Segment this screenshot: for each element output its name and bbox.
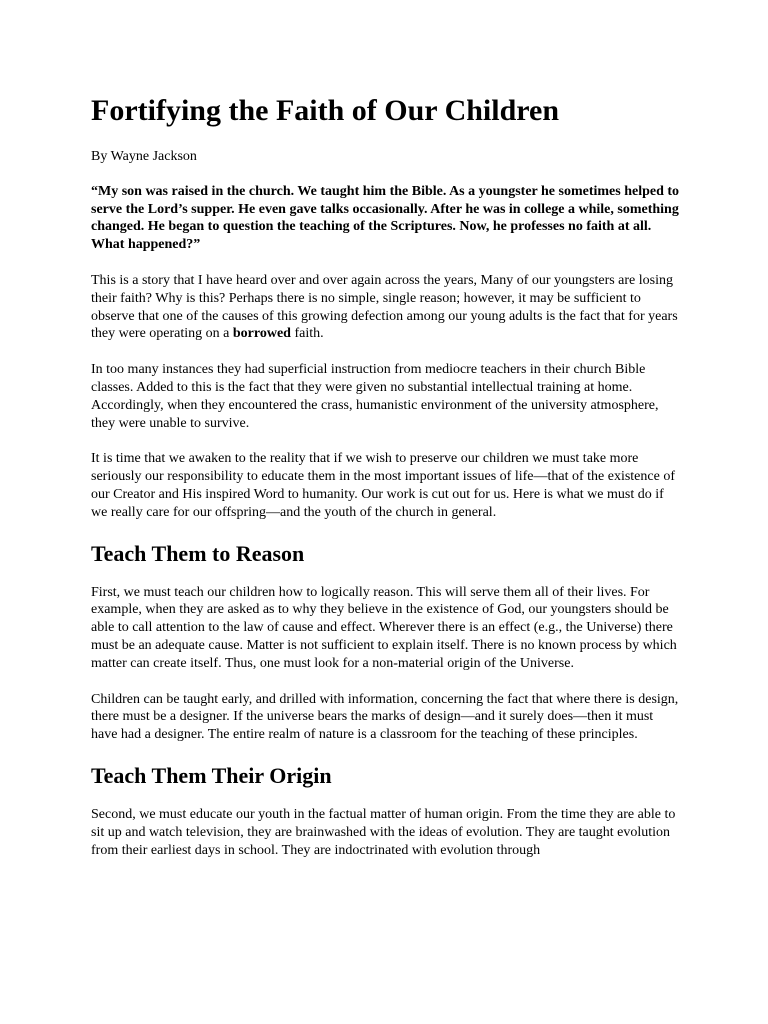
paragraph-text: faith. bbox=[290, 326, 324, 342]
paragraph-borrowed-faith bbox=[91, 272, 681, 343]
paragraph-superficial-instruction: In too many instances they had superficial instruction from mediocre teachers in their church Bible classes. Added to this is the fact that they were given no substantial intellectual training at home. Accordingly, when they encountered the crass, humanistic environment of the university atmosphere, they were unable to survive. bbox=[91, 362, 659, 431]
paragraph-design: Children can be taught early, and drilled with information, concerning the fact that where there is design, there must be a designer. If the universe bears the marks of design—and it surely does—then it must have had a designer. The entire realm of nature is a classroom for the teaching of these principles. bbox=[91, 691, 679, 743]
article bbox=[91, 93, 681, 877]
section-heading-reason: Teach Them to Reason bbox=[91, 540, 305, 566]
paragraph-awaken: It is time that we awaken to the reality that if we wish to preserve our children we must take more seriously our responsibility to educate them in the most important issues of life—that of the existence of our Creator and His inspired Word to humanity. Our work is cut out for us. Here is what we must do if we really care for our offspring—and the youth of the church in general. bbox=[91, 451, 675, 520]
paragraph-text: This is a story that I have heard over and over again across the years, Many of our youngsters are losing their faith? Why is this? Perhaps there is no simple, single reason; however, it may be sufficient to observe that one of the causes of this growing defection among our young adults is the fact that for years they were operating on a bbox=[91, 272, 678, 342]
paragraph-logical-reason: First, we must teach our children how to logically reason. This will serve them all of their lives. For example, when they are asked as to why they believe in the existence of God, our youngsters should be able to call attention to the law of cause and effect. Wherever there is an effect (e.g., the Universe) there must be an adequate cause. Matter is not sufficient to explain itself. There is no known process by which matter can create itself. Thus, one must look for a non-material origin of the Universe. bbox=[91, 584, 677, 671]
article-title: Fortifying the Faith of Our Children bbox=[91, 94, 560, 127]
opening-quote: “My son was raised in the church. We taught him the Bible. As a youngster he sometimes helped to serve the Lord’s supper. He even gave talks occasionally. After he was in college a while, something changed. He began to question the teaching of the Scriptures. Now, he professes no faith at all. What happened?” bbox=[91, 183, 680, 253]
paragraph-human-origin: Second, we must educate our youth in the factual matter of human origin. From the time they are able to sit up and watch television, they are brainwashed with the ideas of evolution. They are taught evolution from their earliest days in school. They are indoctrinated with evolution through bbox=[91, 806, 676, 858]
article-byline: By Wayne Jackson bbox=[91, 149, 197, 164]
emphasis-borrowed: borrowed bbox=[232, 326, 291, 342]
section-heading-origin: Teach Them Their Origin bbox=[91, 762, 332, 788]
